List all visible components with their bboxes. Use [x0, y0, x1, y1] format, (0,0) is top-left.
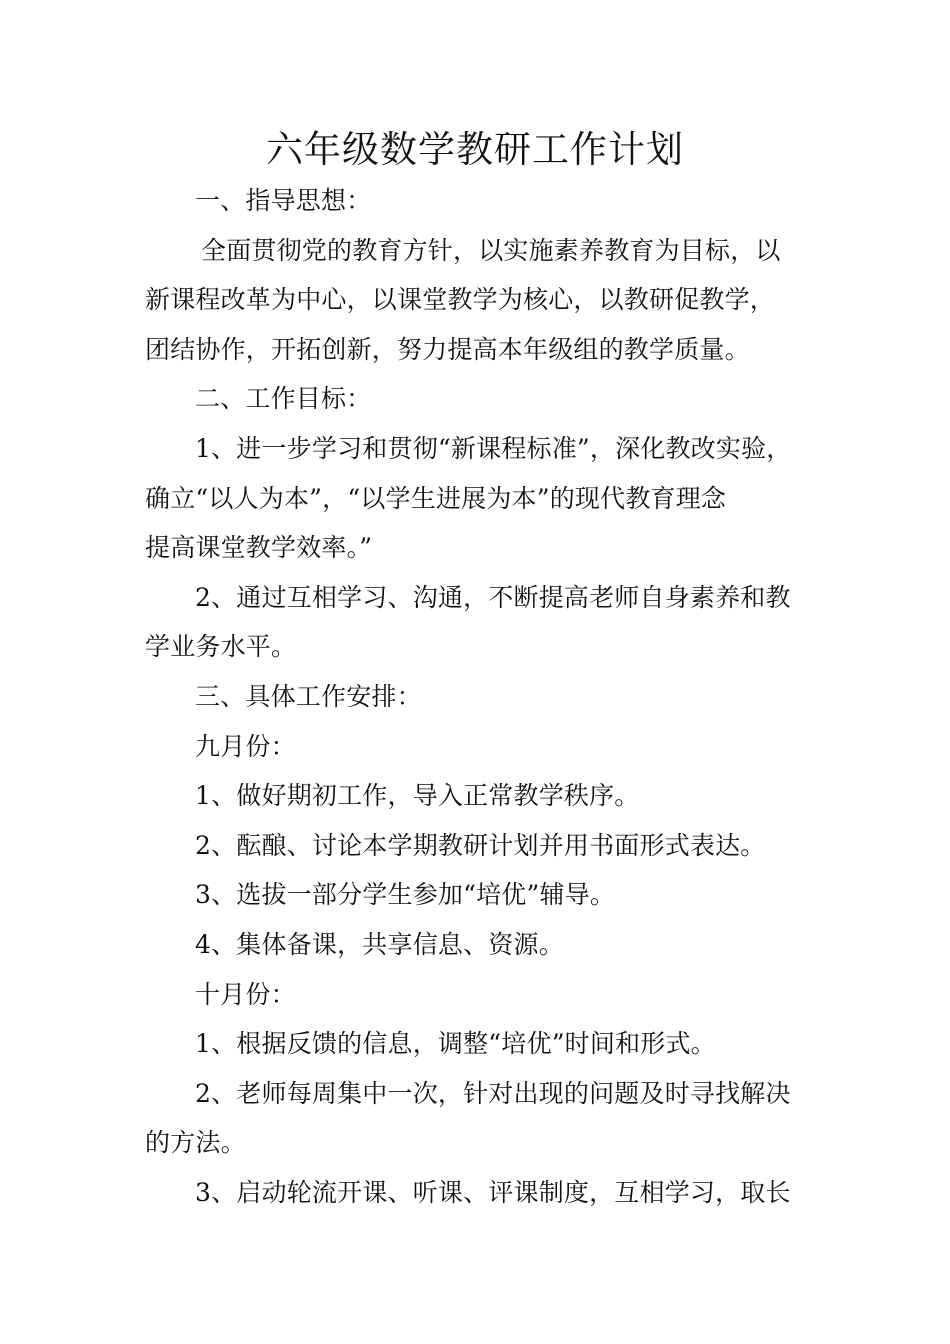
- document-body: [145, 176, 825, 1217]
- list-item-line: 2、老师每周集中一次，针对出现的问题及时寻找解决: [195, 1078, 791, 1108]
- month-heading-october: 十月份：: [195, 979, 296, 1009]
- list-item-line: 1、进一步学习和贯彻“新课程标准”，深化教改实验，: [195, 433, 792, 463]
- paragraph-line: 学业务水平。: [145, 632, 297, 662]
- list-item-line: 1、根据反馈的信息，调整“培优”时间和形式。: [195, 1029, 716, 1059]
- paragraph-line: 提高课堂教学效率。”: [145, 533, 373, 563]
- list-item-line: 2、酝酿、讨论本学期教研计划并用书面形式表达。: [195, 830, 766, 860]
- section-heading-guiding-ideology: 一、指导思想：: [195, 186, 372, 215]
- paragraph-line: 新课程改革为中心，以课堂教学为核心，以教研促教学，: [145, 285, 776, 315]
- paragraph-line: 全面贯彻党的教育方针，以实施素养教育为目标，以: [201, 235, 781, 265]
- list-item-line: 3、选拔一部分学生参加“培优”辅导。: [195, 880, 616, 910]
- list-item-line: 3、启动轮流开课、听课、评课制度，互相学习，取长: [195, 1177, 791, 1207]
- list-item-line: 2、通过互相学习、沟通，不断提高老师自身素养和教: [195, 582, 791, 612]
- section-heading-work-arrangement: 三、具体工作安排：: [195, 681, 422, 711]
- month-heading-september: 九月份：: [195, 731, 296, 761]
- document-title: 六年级数学教研工作计划: [266, 128, 684, 171]
- paragraph-line: 团结协作，开拓创新，努力提高本年级组的教学质量。: [145, 334, 750, 364]
- paragraph-line: 确立“以人为本”，“以学生进展为本”的现代教育理念: [145, 483, 727, 513]
- list-item-line: 1、做好期初工作，导入正常教学秩序。: [195, 781, 640, 811]
- paragraph-line: 的方法。: [145, 1128, 246, 1158]
- section-heading-work-goals: 二、工作目标：: [195, 384, 372, 414]
- list-item-line: 4、集体备课，共享信息、资源。: [195, 929, 564, 959]
